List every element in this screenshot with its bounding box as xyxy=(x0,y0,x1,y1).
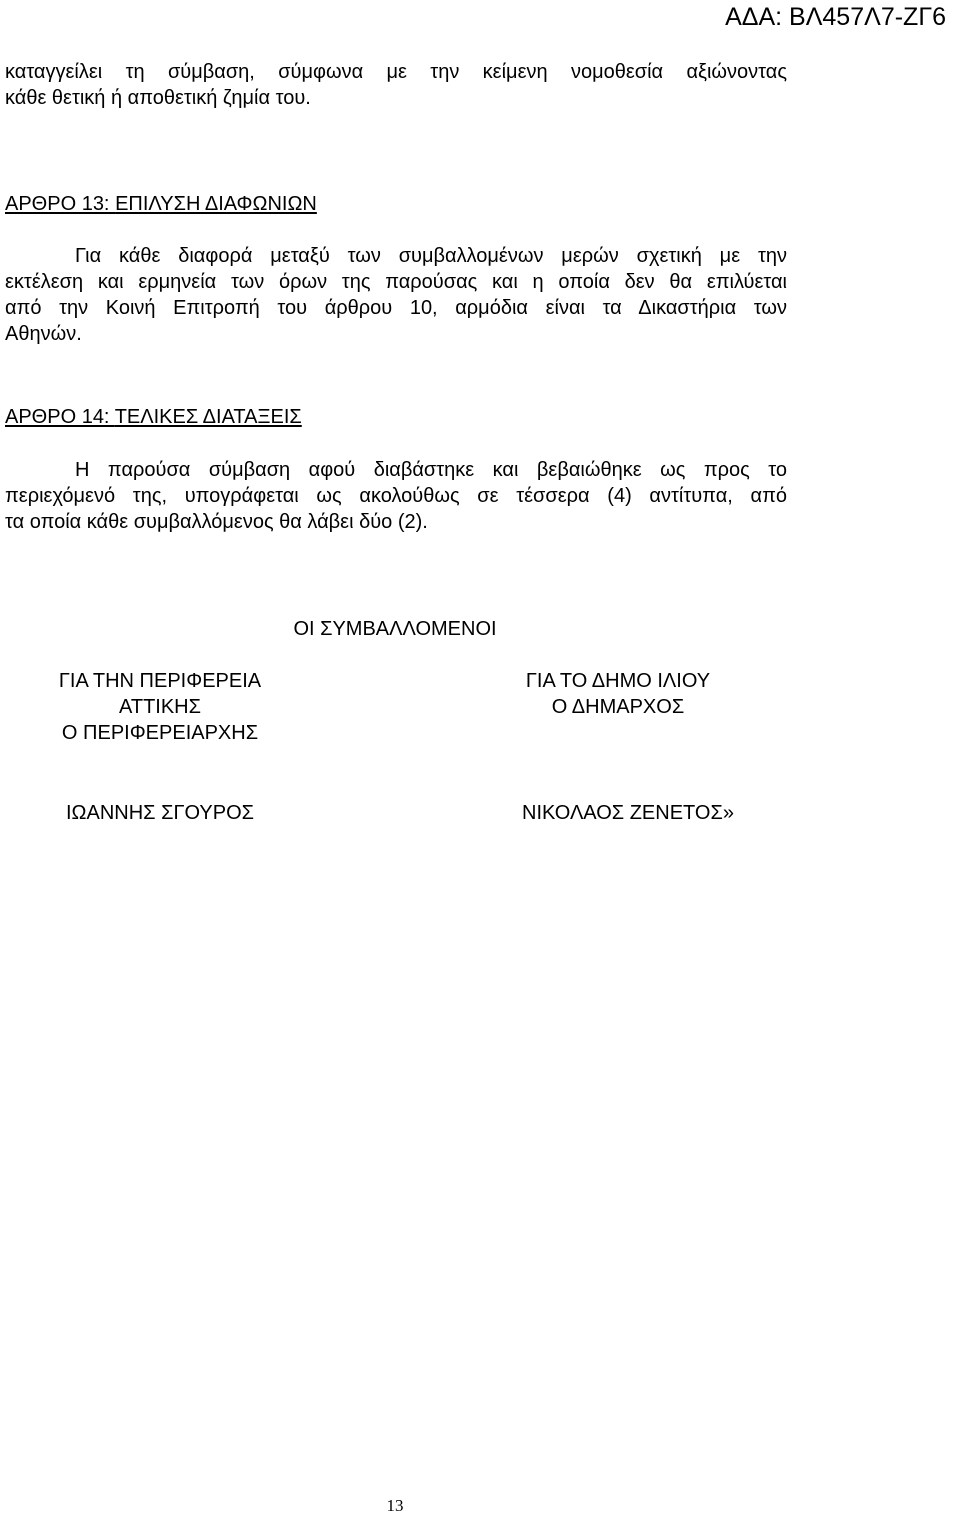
signature-right-block xyxy=(478,668,758,720)
page-number: 13 xyxy=(386,1496,404,1515)
signature-right-line: Ο ΔΗΜΑΡΧΟΣ xyxy=(551,696,685,718)
signature-left-line: ΑΤΤΙΚΗΣ xyxy=(119,696,201,718)
article-14-heading-prefix: ΑΡΘΡΟ 14: xyxy=(5,406,115,428)
signature-right-line: ΓΙΑ ΤΟ ΔΗΜΟ ΙΛΙΟΥ xyxy=(525,670,711,692)
signatories-title: ΟΙ ΣΥΜΒΑΛΛΟΜΕΝΟΙ xyxy=(293,618,497,640)
article-14-heading xyxy=(5,404,302,430)
signature-left-block xyxy=(20,668,300,746)
paragraph-line: εκτέλεση και ερμηνεία των όρων της παρούσας και η οποία δεν θα επιλύεται xyxy=(5,271,787,293)
ada-code: ΑΔΑ: ΒΛ457Λ7-ΖΓ6 xyxy=(725,3,946,31)
signature-left-name: ΙΩΑΝΝΗΣ ΣΓΟΥΡΟΣ xyxy=(66,802,254,824)
signature-left-line: ΓΙΑ ΤΗΝ ΠΕΡΙΦΕΡΕΙΑ xyxy=(58,670,262,692)
signature-right-name: ΝΙΚΟΛΑΟΣ ΖΕΝΕΤΟΣ» xyxy=(522,802,734,824)
paragraph-line: καταγγείλει τη σύμβαση, σύμφωνα με την κείμενη νομοθεσία αξιώνοντας xyxy=(5,61,787,83)
paragraph-line: τα οποία κάθε συμβαλλόμενος θα λάβει δύο (2). xyxy=(5,511,428,533)
paragraph-line: Αθηνών. xyxy=(5,323,82,345)
intro-paragraph xyxy=(5,59,787,111)
signature-left-line: Ο ΠΕΡΙΦΕΡΕΙΑΡΧΗΣ xyxy=(61,722,259,744)
article-14-heading-title: ΤΕΛΙΚΕΣ ΔΙΑΤΑΞΕΙΣ xyxy=(114,406,302,428)
article-13-heading-prefix: ΑΡΘΡΟ 13: xyxy=(5,193,116,215)
paragraph-line: περιεχόμενό της, υπογράφεται ως ακολούθως σε τέσσερα (4) αντίτυπα, από xyxy=(5,485,787,507)
paragraph-line: Για κάθε διαφορά μεταξύ των συμβαλλομένων μερών σχετική με την xyxy=(75,245,787,267)
paragraph-line: από την Κοινή Επιτροπή του άρθρου 10, αρμόδια είναι τα Δικαστήρια των xyxy=(5,297,787,319)
article-13-heading xyxy=(5,191,317,217)
article-13-paragraph xyxy=(5,243,787,347)
paragraph-line: κάθε θετική ή αποθετική ζημία του. xyxy=(5,87,311,109)
article-14-paragraph xyxy=(5,457,787,535)
article-13-heading-title: ΕΠΙΛΥΣΗ ΔΙΑΦΩΝΙΩΝ xyxy=(115,193,317,215)
paragraph-line: Η παρούσα σύμβαση αφού διαβάστηκε και βεβαιώθηκε ως προς το xyxy=(75,459,787,481)
